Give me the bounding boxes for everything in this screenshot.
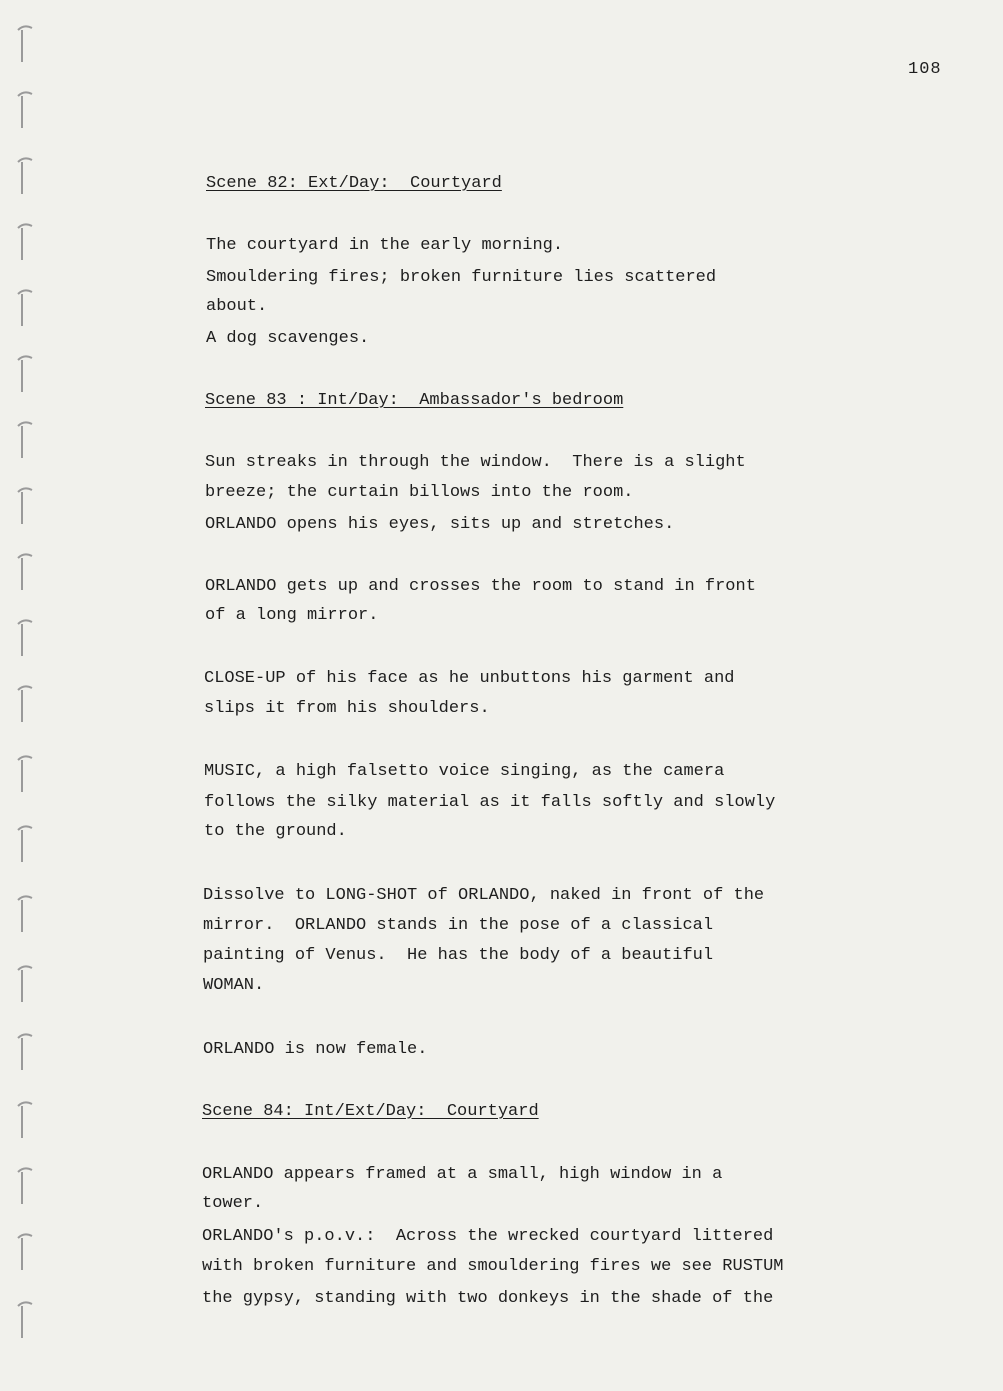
scene-83-line: Dissolve to LONG-SHOT of ORLANDO, naked in front of the <box>203 886 765 905</box>
scene-83-line: WOMAN. <box>203 976 265 995</box>
scene-83-line: follows the silky material as it falls softly and slowly <box>204 793 776 812</box>
scene-83-line: CLOSE-UP of his face as he unbuttons his garment and <box>204 669 735 688</box>
scene-82-line: Smouldering fires; broken furniture lies scattered <box>206 268 717 287</box>
scene-83-line: mirror. ORLANDO stands in the pose of a classical <box>203 916 714 935</box>
scene-83-line: breeze; the curtain billows into the room. <box>205 483 634 502</box>
binding-hole-icon <box>14 484 36 528</box>
scene-83-line: ORLANDO is now female. <box>203 1040 428 1059</box>
binding-hole-icon <box>14 962 36 1006</box>
scene-82-heading: Scene 82: Ext/Day: Courtyard <box>206 174 502 193</box>
scene-83-line: slips it from his shoulders. <box>204 699 490 718</box>
binding-hole-icon <box>14 88 36 132</box>
binding-hole-icon <box>14 616 36 660</box>
binding-hole-icon <box>14 752 36 796</box>
binding-hole-icon <box>14 550 36 594</box>
scene-82-line: The courtyard in the early morning. <box>206 236 564 255</box>
binding-hole-icon <box>14 22 36 66</box>
binding-hole-icon <box>14 822 36 866</box>
scene-84-line: with broken furniture and smouldering fires we see RUSTUM <box>202 1257 784 1276</box>
scene-83-line: MUSIC, a high falsetto voice singing, as the camera <box>204 762 725 781</box>
scene-83-line: Sun streaks in through the window. There is a slight <box>205 453 746 472</box>
page-number: 108 <box>908 60 942 79</box>
scene-84-line: the gypsy, standing with two donkeys in the shade of the <box>202 1289 774 1308</box>
binding-hole-icon <box>14 352 36 396</box>
binding-hole-icon <box>14 418 36 462</box>
scene-83-line: of a long mirror. <box>205 606 379 625</box>
scene-83-line: to the ground. <box>204 822 347 841</box>
scene-84-line: tower. <box>202 1194 264 1213</box>
scene-84-line: ORLANDO appears framed at a small, high window in a <box>202 1165 723 1184</box>
binding-hole-icon <box>14 220 36 264</box>
binding-hole-icon <box>14 1298 36 1342</box>
scene-84-line: ORLANDO's p.o.v.: Across the wrecked courtyard littered <box>202 1227 774 1246</box>
binding-hole-icon <box>14 892 36 936</box>
binding-hole-icon <box>14 1230 36 1274</box>
binding-hole-icon <box>14 682 36 726</box>
scene-84-heading: Scene 84: Int/Ext/Day: Courtyard <box>202 1102 539 1121</box>
binding-holes <box>0 0 48 1391</box>
scene-82-line: about. <box>206 297 268 316</box>
binding-hole-icon <box>14 1098 36 1142</box>
binding-hole-icon <box>14 286 36 330</box>
scene-82-line: A dog scavenges. <box>206 329 370 348</box>
binding-hole-icon <box>14 1030 36 1074</box>
binding-hole-icon <box>14 1164 36 1208</box>
scene-83-heading: Scene 83 : Int/Day: Ambassador's bedroom <box>205 391 624 410</box>
scene-83-line: painting of Venus. He has the body of a beautiful <box>203 946 714 965</box>
scene-83-line: ORLANDO opens his eyes, sits up and stretches. <box>205 515 675 534</box>
scene-83-line: ORLANDO gets up and crosses the room to stand in front <box>205 577 756 596</box>
binding-hole-icon <box>14 154 36 198</box>
